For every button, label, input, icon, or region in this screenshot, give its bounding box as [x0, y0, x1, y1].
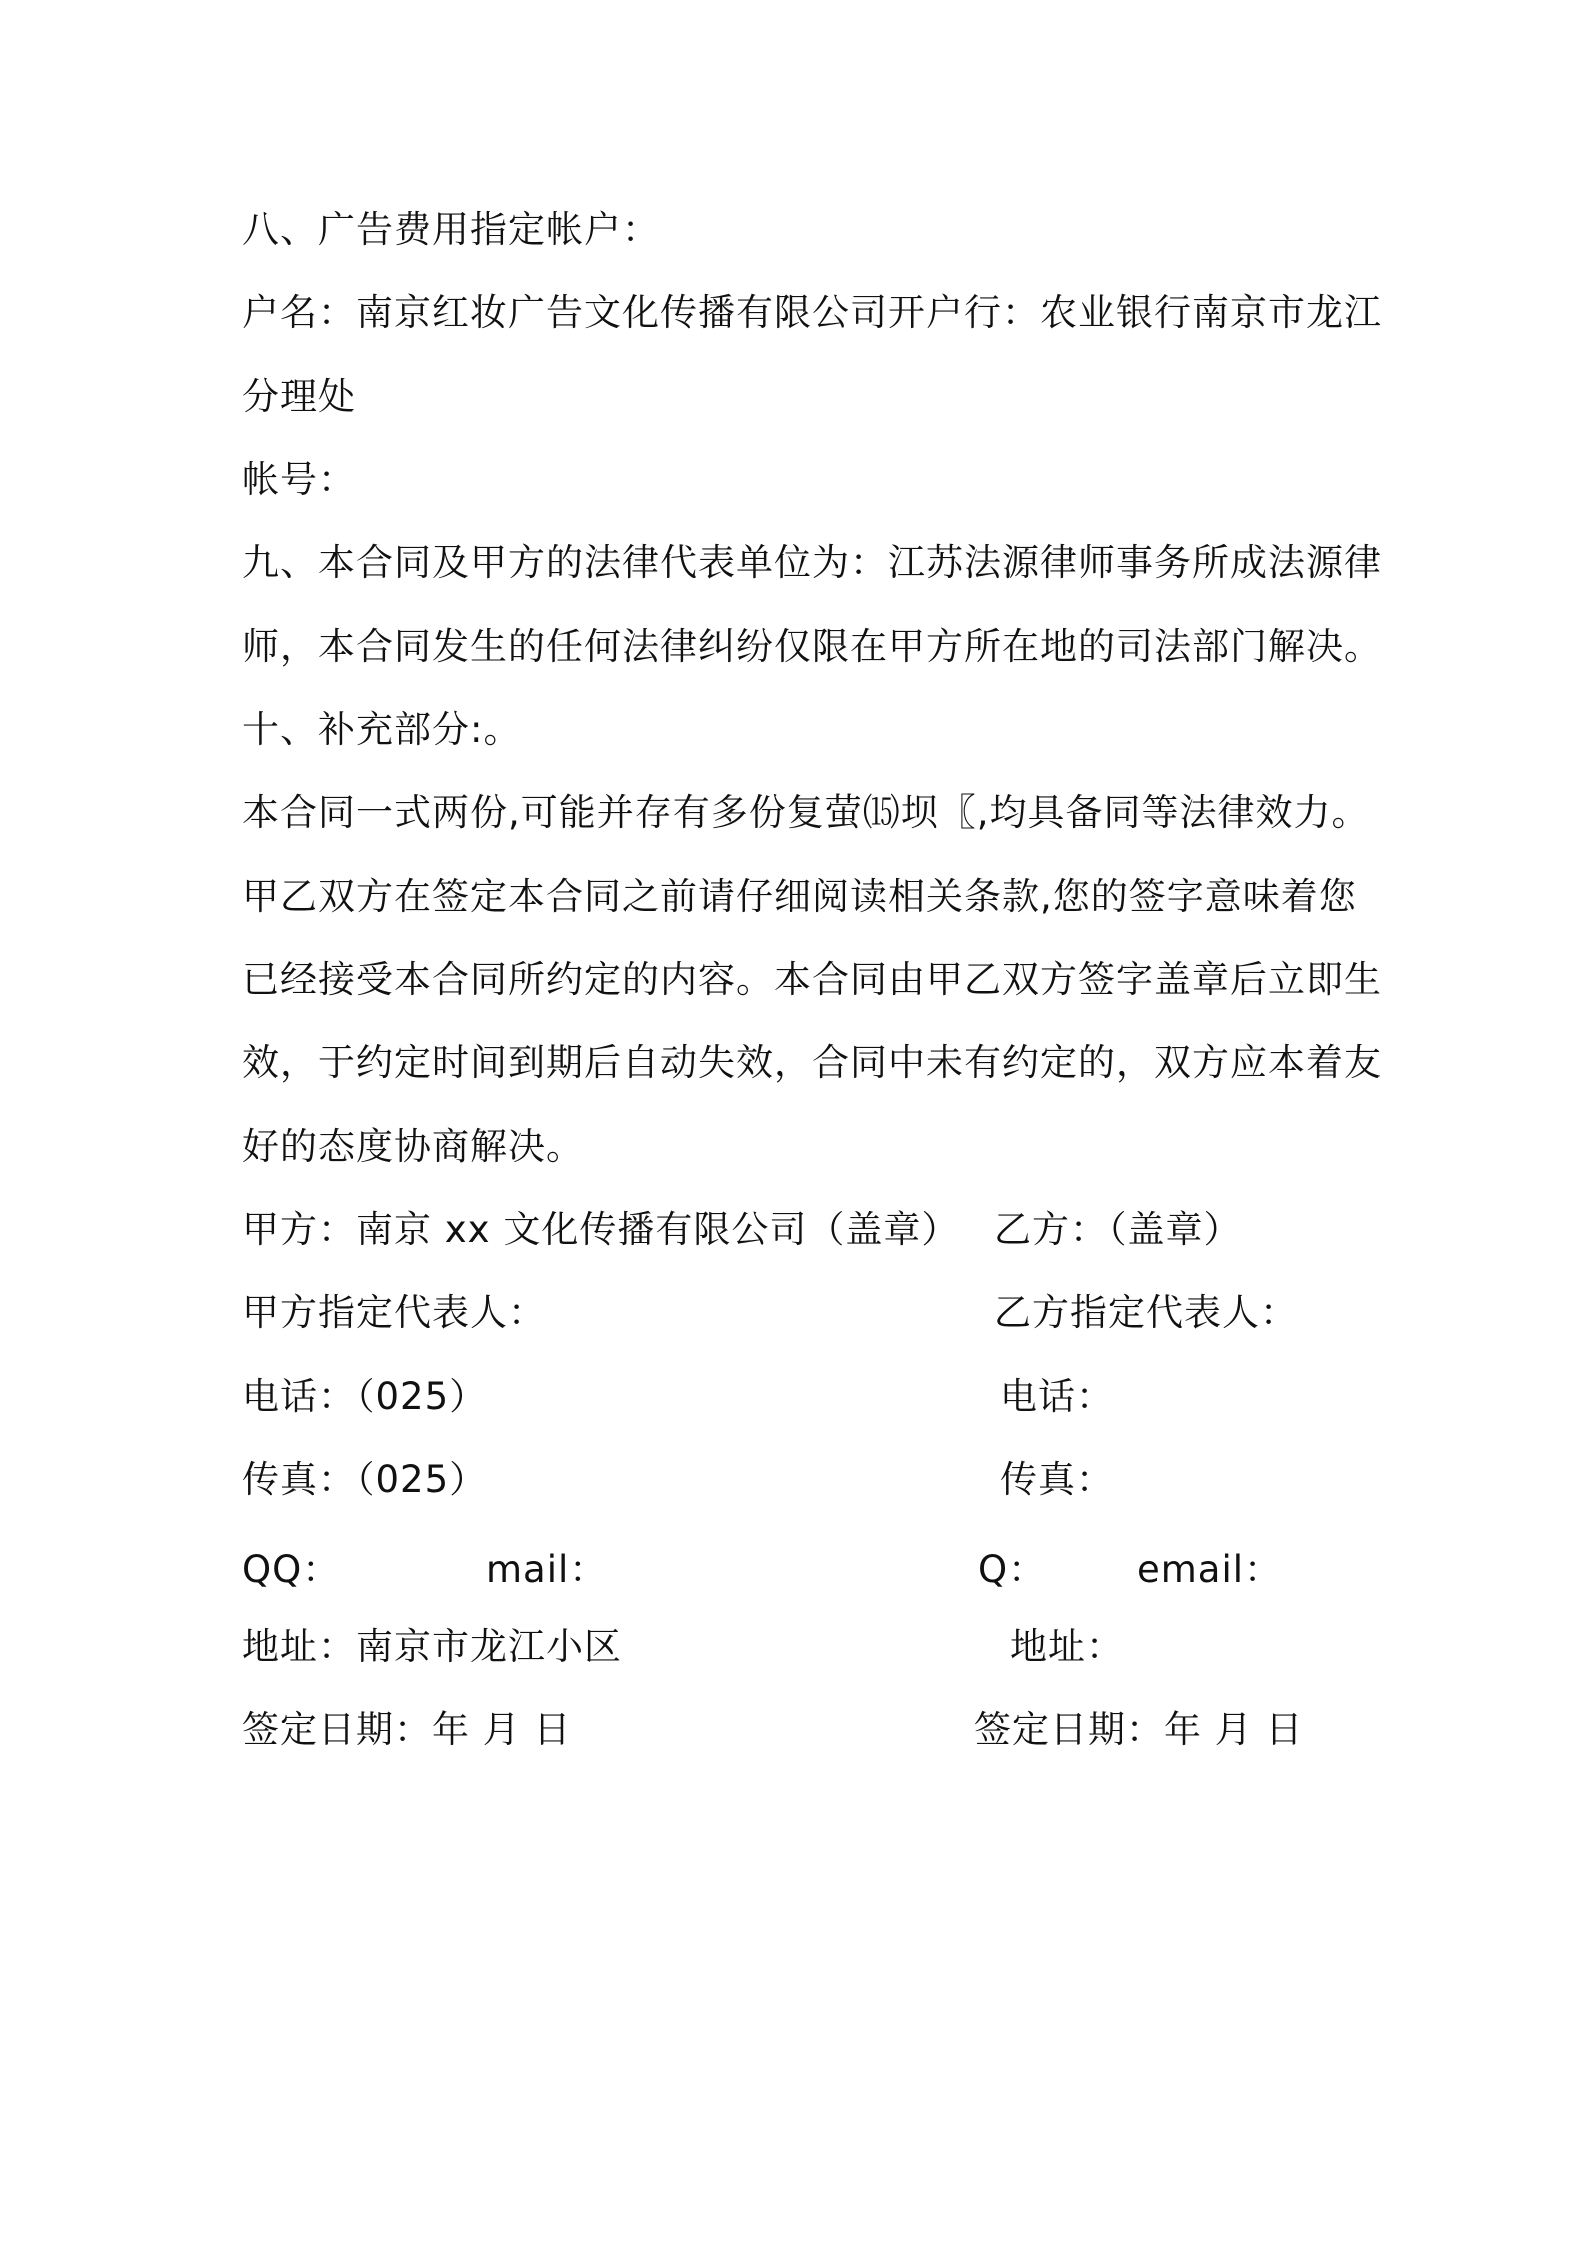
section-9-line-2: 师，本合同发生的任何法律纠纷仅限在甲方所在地的司法部门解决。: [242, 625, 1382, 668]
party-b-fax: 传真：: [1000, 1458, 1114, 1501]
account-name-line: 户名：南京红妆广告文化传播有限公司开户行：农业银行南京市龙江: [242, 291, 1382, 334]
party-a-fax: 传真：（025）: [242, 1458, 488, 1501]
section-10-line: 效，于约定时间到期后自动失效，合同中未有约定的，双方应本着友: [242, 1041, 1382, 1084]
party-b-qq: Q：: [978, 1548, 1047, 1591]
account-name-line-continued: 分理处: [242, 375, 356, 418]
party-b-representative: 乙方指定代表人：: [994, 1291, 1298, 1334]
section-9-line-1: 九、本合同及甲方的法律代表单位为：江苏法源律师事务所成法源律: [242, 541, 1382, 584]
party-a-qq: QQ：: [242, 1548, 341, 1591]
party-b-email: email：: [1137, 1548, 1283, 1591]
account-number-label: 帐号：: [242, 458, 356, 501]
section-10-line: 甲乙双方在签定本合同之前请仔细阅读相关条款,您的签字意味着您: [242, 875, 1357, 918]
section-10-line: 好的态度协商解决。: [242, 1125, 584, 1168]
party-b-address: 地址：: [1010, 1625, 1124, 1668]
section-10-line: 本合同一式两份,可能并存有多份复萤⒂坝〖,均具备同等法律效力。: [242, 791, 1370, 834]
party-a-sign-date: 签定日期：年 月 日: [242, 1708, 572, 1751]
party-a-phone: 电话：（025）: [242, 1375, 488, 1418]
section-10-line: 已经接受本合同所约定的内容。本合同由甲乙双方签字盖章后立即生: [242, 958, 1382, 1001]
party-b-sign-date: 签定日期：年 月 日: [974, 1708, 1304, 1751]
section-8-heading: 八、广告费用指定帐户：: [242, 208, 660, 251]
party-a-representative: 甲方指定代表人：: [242, 1291, 546, 1334]
party-a-mail: mail：: [486, 1548, 608, 1591]
party-b-name: 乙方：（盖章）: [994, 1208, 1242, 1251]
section-10-heading: 十、补充部分:。: [242, 708, 522, 751]
party-b-phone: 电话：: [1000, 1375, 1114, 1418]
party-a-name: 甲方：南京 xx 文化传播有限公司（盖章）: [242, 1208, 960, 1251]
party-a-address: 地址：南京市龙江小区: [242, 1625, 622, 1668]
